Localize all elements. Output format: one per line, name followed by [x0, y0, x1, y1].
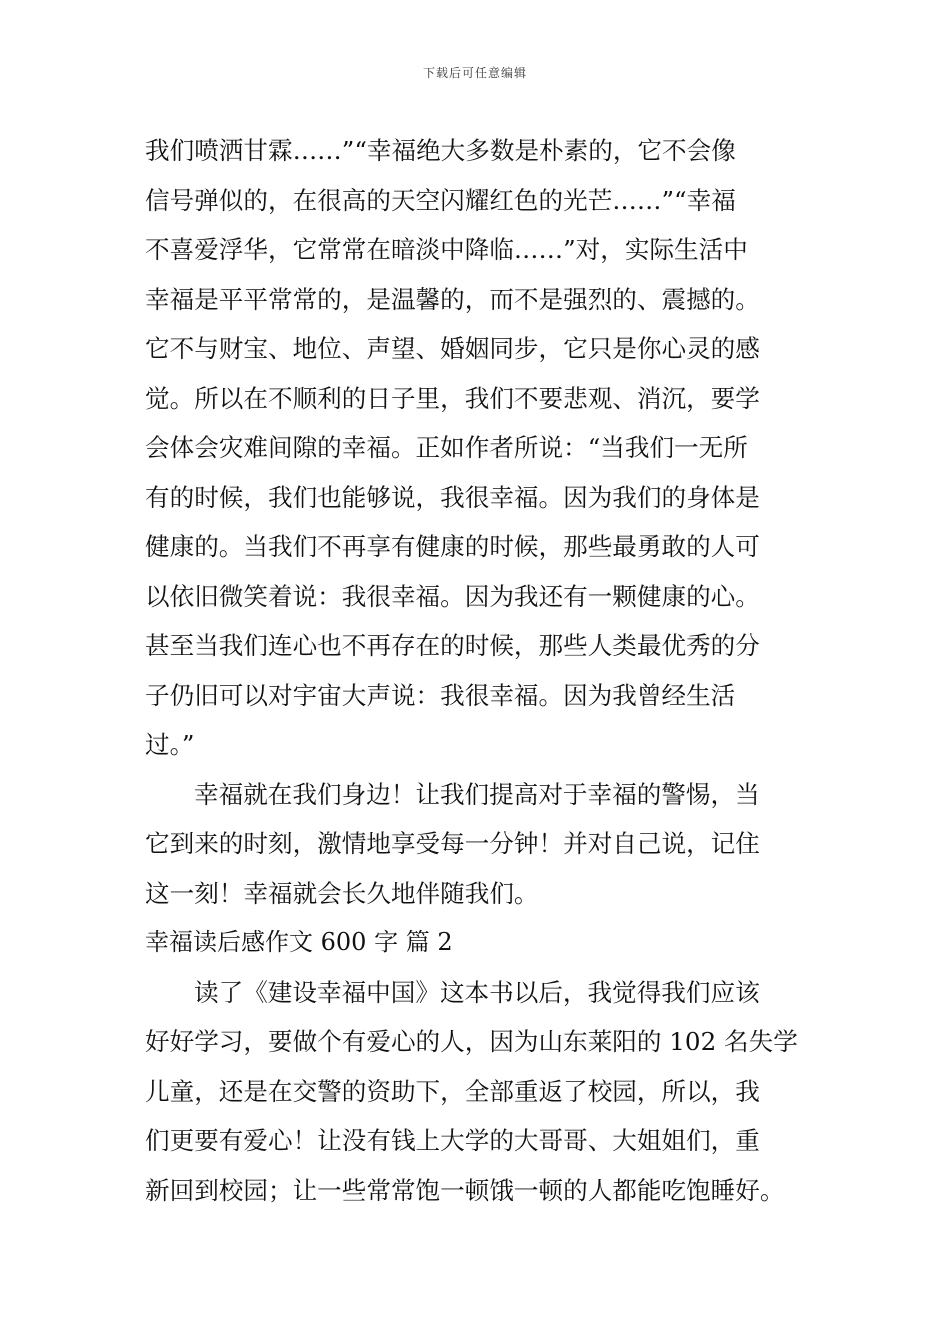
section-heading: 幸福读后感作文 600 字 篇 2 — [145, 928, 453, 956]
text-line: 甚至当我们连心也不再存在的时候，那些人类最优秀的分 — [145, 631, 760, 660]
text-line: 过。” — [145, 730, 195, 759]
paragraph-first-line: 幸福就在我们身边！让我们提高对于幸福的警惕，当 — [194, 779, 760, 809]
text-line: 不喜爱浮华，它常常在暗淡中降临……”对，实际生活中 — [145, 235, 748, 264]
text-line: 信号弹似的，在很高的天空闪耀红色的光芒……”“幸福 — [145, 185, 736, 215]
text-line: 子仍旧可以对宇宙大声说：我很幸福。因为我曾经生活 — [145, 680, 736, 710]
text-line: 们更要有爱心！让没有钱上大学的大哥哥、大姐姐们，重 — [145, 1126, 760, 1155]
text-line: 健康的。当我们不再享有健康的时候，那些最勇敢的人可 — [145, 532, 760, 561]
document-body — [145, 126, 810, 1215]
text-line: 它到来的时刻，激情地享受每一分钟！并对自己说，记住 — [145, 829, 760, 858]
text-line: 有的时候，我们也能够说，我很幸福。因为我们的身体是 — [145, 482, 760, 512]
text-line: 这一刻！幸福就会长久地伴随我们。 — [145, 878, 539, 908]
text-line: 会体会灾难间隙的幸福。正如作者所说：“当我们一无所 — [145, 433, 748, 462]
text-line: 我们喷洒甘霖……”“幸福绝大多数是朴素的，它不会像 — [145, 136, 736, 165]
text-line: 以依旧微笑着说：我很幸福。因为我还有一颗健康的心。 — [145, 581, 760, 611]
text-line: 儿童，还是在交警的资助下，全部重返了校园，所以，我 — [145, 1076, 760, 1106]
text-line: 觉。所以在不顺利的日子里，我们不要悲观、消沉，要学 — [145, 383, 760, 413]
text-line: 新回到校园；让一些常常饱一顿饿一顿的人都能吃饱睡好。 — [145, 1175, 785, 1205]
text-line: 它不与财宝、地位、声望、婚姻同步，它只是你心灵的感 — [145, 334, 760, 363]
page-header: 下载后可任意编辑 — [422, 66, 527, 80]
text-line: 好好学习，要做个有爱心的人，因为山东莱阳的 102 名失学 — [145, 1027, 798, 1056]
paragraph-first-line: 读了《建设幸福中国》这本书以后，我觉得我们应该 — [194, 977, 760, 1007]
text-line: 幸福是平平常常的，是温馨的，而不是强烈的、震撼的。 — [145, 284, 760, 314]
